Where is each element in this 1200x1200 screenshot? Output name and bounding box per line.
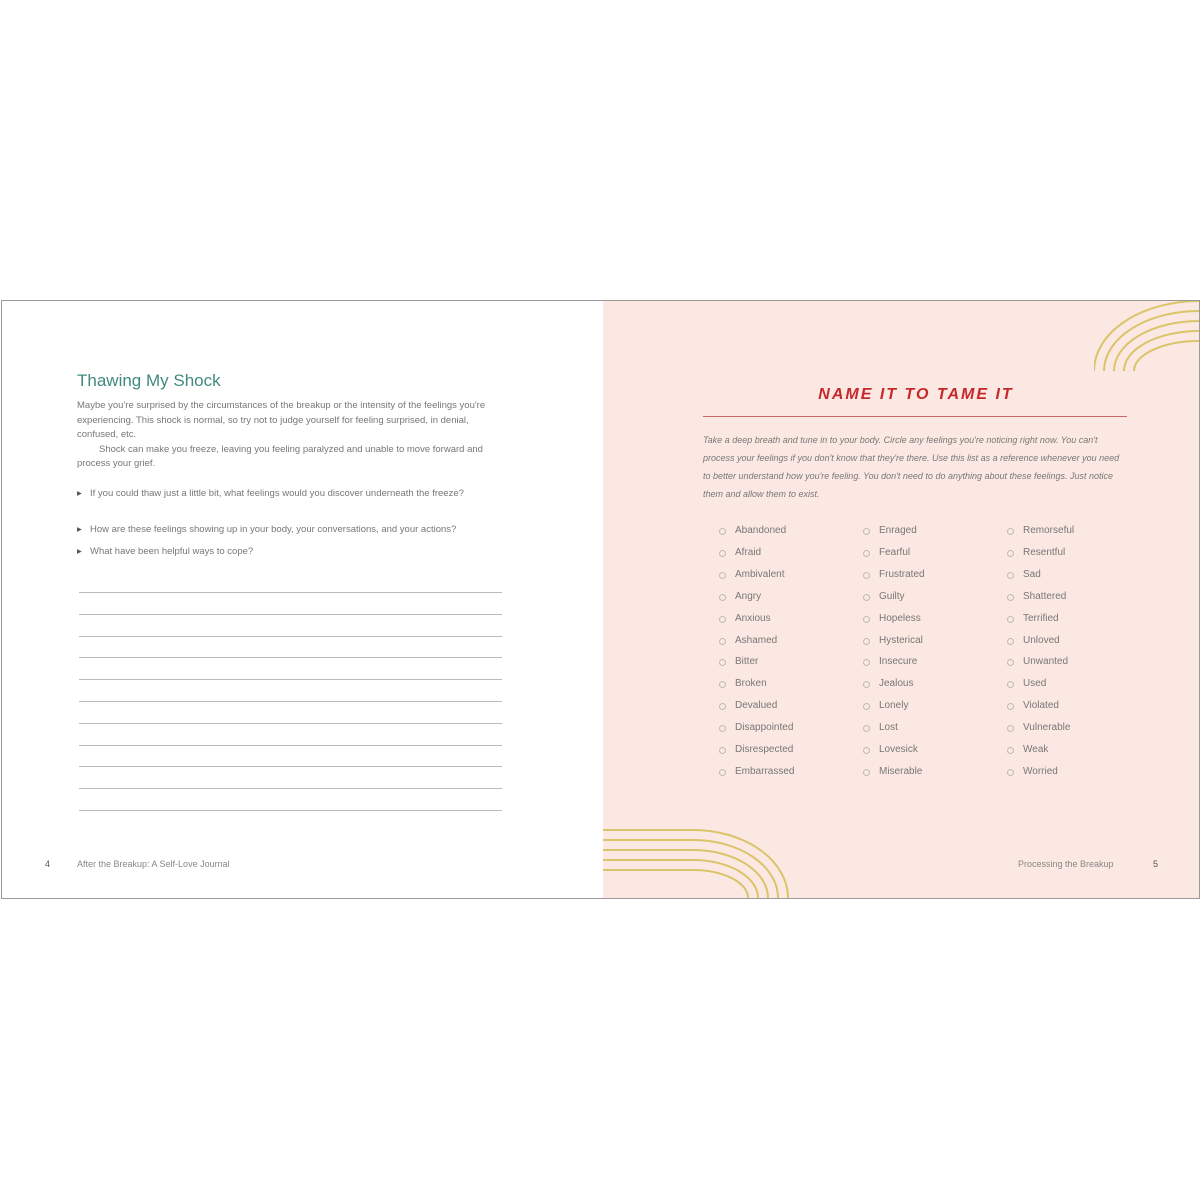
writing-line — [79, 745, 502, 746]
feeling-word: Weak — [1023, 744, 1049, 755]
feeling-word: Afraid — [735, 546, 762, 558]
feeling-word: Guilty — [879, 590, 905, 602]
checkbox-circle[interactable] — [863, 550, 870, 557]
feeling-word: Disrespected — [735, 744, 794, 755]
body-text — [77, 399, 507, 472]
checkbox-circle[interactable] — [863, 572, 870, 579]
checkbox-circle[interactable] — [863, 594, 870, 601]
checkbox-circle[interactable] — [863, 638, 870, 645]
feeling-word: Unwanted — [1023, 656, 1069, 668]
checkbox-circle[interactable] — [719, 747, 726, 754]
checkbox-circle[interactable] — [863, 616, 870, 623]
paragraph: Maybe you're surprised by the circumstances of the breakup or the intensity of the feelings you're experiencing. This shock is normal, so try not to judge yourself for feeling surprised, in denial, confused, etc. — [77, 400, 486, 440]
feeling-word: Bitter — [735, 656, 759, 668]
checkbox-circle[interactable] — [1007, 703, 1014, 710]
page-number: 5 — [1153, 859, 1159, 869]
book-spread — [1, 300, 1200, 899]
feeling-word: Resentful — [1023, 546, 1066, 558]
feeling-word: Embarrassed — [735, 765, 795, 777]
checkbox-circle[interactable] — [719, 769, 726, 776]
checkbox-circle[interactable] — [863, 528, 870, 535]
right-page — [603, 301, 1199, 898]
writing-line — [79, 657, 502, 658]
checkbox-circle[interactable] — [1007, 638, 1014, 645]
feeling-word: Miserable — [879, 765, 923, 777]
feeling-word: Disappointed — [735, 722, 794, 734]
feeling-word: Lonely — [879, 700, 909, 712]
feeling-word: Anxious — [735, 612, 771, 624]
checkbox-circle[interactable] — [719, 725, 726, 732]
checkbox-circle[interactable] — [863, 703, 870, 710]
feeling-word: Broken — [735, 678, 767, 690]
writing-line — [79, 592, 502, 593]
writing-line — [79, 810, 502, 811]
arc-decoration — [1094, 301, 1199, 371]
paragraph: Shock can make you freeze, leaving you feeling paralyzed and unable to move forward and process your grief. — [77, 443, 483, 469]
checkbox-circle[interactable] — [863, 659, 870, 666]
prompt-question: ▸ What have been helpful ways to cope? — [77, 545, 520, 559]
checkbox-circle[interactable] — [1007, 594, 1014, 601]
feeling-word: Worried — [1023, 765, 1058, 777]
feeling-word: Devalued — [735, 700, 778, 712]
checkbox-circle[interactable] — [1007, 769, 1014, 776]
checkbox-circle[interactable] — [1007, 747, 1014, 754]
divider — [703, 416, 1127, 417]
feeling-word: Used — [1023, 678, 1047, 690]
section-title: NAME IT TO TAME IT — [818, 386, 1014, 403]
checkbox-circle[interactable] — [719, 550, 726, 557]
checkbox-circle[interactable] — [719, 659, 726, 666]
checkbox-circle[interactable] — [719, 572, 726, 579]
feeling-word: Ambivalent — [735, 568, 785, 580]
running-footer: After the Breakup: A Self-Love Journal — [77, 859, 230, 869]
writing-line — [79, 679, 502, 680]
checkbox-circle[interactable] — [719, 681, 726, 688]
checkbox-circle[interactable] — [719, 528, 726, 535]
checkbox-circle[interactable] — [719, 638, 726, 645]
intro-text: Take a deep breath and tune in to your body. Circle any feelings you're noticing right now. You can't process your feelings if you don't know that they're there. Use this list as a reference whenever you need to better understand how you're feeling. You don't need to do anything about these feelings. Just notice them and allow them to exist. — [703, 435, 1120, 499]
writing-line — [79, 766, 502, 767]
writing-line — [79, 614, 502, 615]
prompt-question: ▸ How are these feelings showing up in your body, your conversations, and your actions? — [77, 523, 520, 537]
feeling-word: Shattered — [1023, 590, 1067, 602]
feeling-word: Lost — [879, 722, 898, 734]
feeling-word: Enraged — [879, 525, 917, 536]
checkbox-circle[interactable] — [1007, 681, 1014, 688]
checkbox-circle[interactable] — [719, 594, 726, 601]
feeling-word: Vulnerable — [1023, 722, 1071, 734]
writing-line — [79, 701, 502, 702]
running-footer: Processing the Breakup — [1018, 859, 1114, 869]
feeling-word: Violated — [1023, 700, 1059, 712]
feeling-word: Hopeless — [879, 612, 921, 624]
prompt-question: ▸ If you could thaw just a little bit, what feelings would you discover underneath the freeze? — [77, 487, 520, 501]
checkbox-circle[interactable] — [1007, 659, 1014, 666]
checkbox-circle[interactable] — [1007, 616, 1014, 623]
feeling-word: Fearful — [879, 546, 911, 558]
feeling-word: Jealous — [879, 678, 914, 690]
feeling-word: Lovesick — [879, 744, 918, 755]
checkbox-circle[interactable] — [863, 725, 870, 732]
writing-line — [79, 636, 502, 637]
page-title: Thawing My Shock — [77, 371, 221, 390]
feeling-word: Angry — [735, 590, 762, 602]
page-number: 4 — [45, 859, 51, 869]
feeling-word: Frustrated — [879, 568, 925, 580]
writing-line — [79, 788, 502, 789]
checkbox-circle[interactable] — [1007, 725, 1014, 732]
checkbox-circle[interactable] — [1007, 572, 1014, 579]
arc-decoration — [603, 828, 793, 898]
checkbox-circle[interactable] — [719, 703, 726, 710]
feeling-word: Unloved — [1023, 634, 1060, 646]
feeling-word: Hysterical — [879, 634, 923, 646]
checkbox-circle[interactable] — [863, 681, 870, 688]
feeling-word: Abandoned — [735, 525, 787, 536]
feeling-word: Sad — [1023, 568, 1041, 580]
feeling-word: Remorseful — [1023, 525, 1075, 536]
feeling-word: Terrified — [1023, 612, 1059, 624]
checkbox-circle[interactable] — [863, 747, 870, 754]
feeling-word: Insecure — [879, 656, 918, 668]
checkbox-circle[interactable] — [719, 616, 726, 623]
feeling-word: Ashamed — [735, 634, 778, 646]
writing-line — [79, 723, 502, 724]
checkbox-circle[interactable] — [863, 769, 870, 776]
checkbox-circle[interactable] — [1007, 528, 1014, 535]
checkbox-circle[interactable] — [1007, 550, 1014, 557]
